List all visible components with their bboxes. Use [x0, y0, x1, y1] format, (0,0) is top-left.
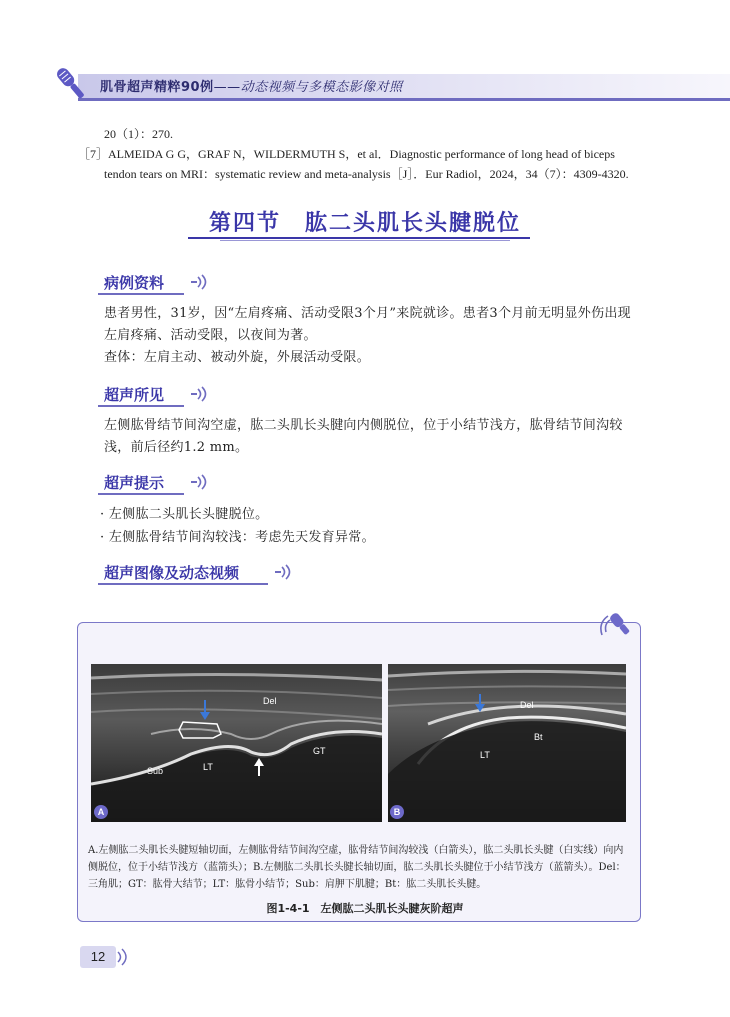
findings-heading: 超声所见	[104, 386, 165, 404]
findings-heading-rule	[98, 405, 184, 407]
book-subtitle: ——动态视频与多模态影像对照	[213, 80, 403, 95]
impression-item-2: · 左侧肱骨结节间沟较浅：考虑先天发育异常。	[100, 530, 375, 545]
ultrasound-image-b	[388, 664, 626, 822]
sound-wave-icon	[272, 564, 294, 580]
panel-badge-b: B	[390, 805, 404, 819]
sound-wave-icon	[188, 386, 210, 402]
label-del: Del	[263, 696, 277, 706]
reference-7: ［7］ALMEIDA G G，GRAF N，WILDERMUTH S，et al．Diagnostic performance of long head of biceps	[78, 147, 615, 161]
impression-item-1: · 左侧肱二头肌长头腱脱位。	[100, 507, 269, 522]
images-heading-rule	[98, 583, 268, 585]
page-number: 12	[80, 946, 116, 968]
section-title-underline-thin	[220, 240, 510, 241]
images-heading: 超声图像及动态视频	[104, 564, 240, 582]
label-del: Del	[520, 700, 534, 710]
sound-wave-icon	[188, 474, 210, 490]
reference-7-cont: tendon tears on MRI：systematic review and meta-analysis［J］．Eur Radiol，2024，34（7）：4309-4320.	[104, 167, 629, 181]
case-heading-rule	[98, 293, 184, 295]
running-header	[0, 62, 730, 106]
header-rule	[78, 98, 730, 101]
section-title: 第四节 肱二头肌长头腱脱位	[208, 211, 521, 236]
sound-wave-icon	[188, 274, 210, 290]
ultrasound-panel-a	[91, 664, 382, 822]
case-heading: 病例资料	[104, 274, 165, 292]
ultrasound-probe-icon	[600, 606, 634, 640]
label-gt: GT	[313, 746, 326, 756]
label-lt: LT	[203, 762, 213, 772]
book-title: 肌骨超声精粹90例	[100, 80, 214, 95]
label-lt: LT	[480, 750, 490, 760]
case-paragraph-2: 查体：左肩主动、被动外旋，外展活动受限。	[104, 350, 371, 365]
ultrasound-panel-b	[388, 664, 626, 822]
figure-title: 图1-4-1 左侧肱二头肌长头腱灰阶超声	[266, 902, 464, 915]
impression-heading-rule	[98, 493, 184, 495]
sound-wave-icon	[116, 948, 130, 966]
findings-paragraph: 左侧肱骨结节间沟空虚，肱二头肌长头腱向内侧脱位，位于小结节浅方，肱骨结节间沟较浅，前后径约1.2 mm。	[104, 418, 623, 455]
ultrasound-image-a	[91, 664, 382, 822]
label-bt: Bt	[534, 732, 543, 742]
header-title	[100, 76, 403, 95]
case-paragraph-1: 患者男性，31岁，因“左肩疼痛、活动受限3个月”来院就诊。患者3个月前无明显外伤出现左肩疼痛、活动受限，以夜间为著。	[104, 306, 631, 343]
section-title-underline	[188, 237, 530, 239]
panel-badge-a: A	[94, 805, 108, 819]
microphone-logo-icon	[48, 62, 92, 106]
reference-line-1: 20（1）：270.	[104, 127, 174, 141]
figure-caption: A.左侧肱二头肌长头腱短轴切面，左侧肱骨结节间沟空虚，肱骨结节间沟较浅（白箭头），肱二头肌长头腱（白实线）向内侧脱位，位于小结节浅方（蓝箭头）；B.左侧肱二头肌长头腱长轴切面，肱二头肌长头腱位于小结节浅方（蓝箭头）。Del：三角肌；GT：肱骨大结节；LT：肱骨小结节；Sub：肩胛下肌腱；Bt：肱二头肌长头腱。	[88, 845, 626, 890]
label-sub: Sub	[147, 766, 164, 776]
impression-heading: 超声提示	[104, 474, 165, 492]
